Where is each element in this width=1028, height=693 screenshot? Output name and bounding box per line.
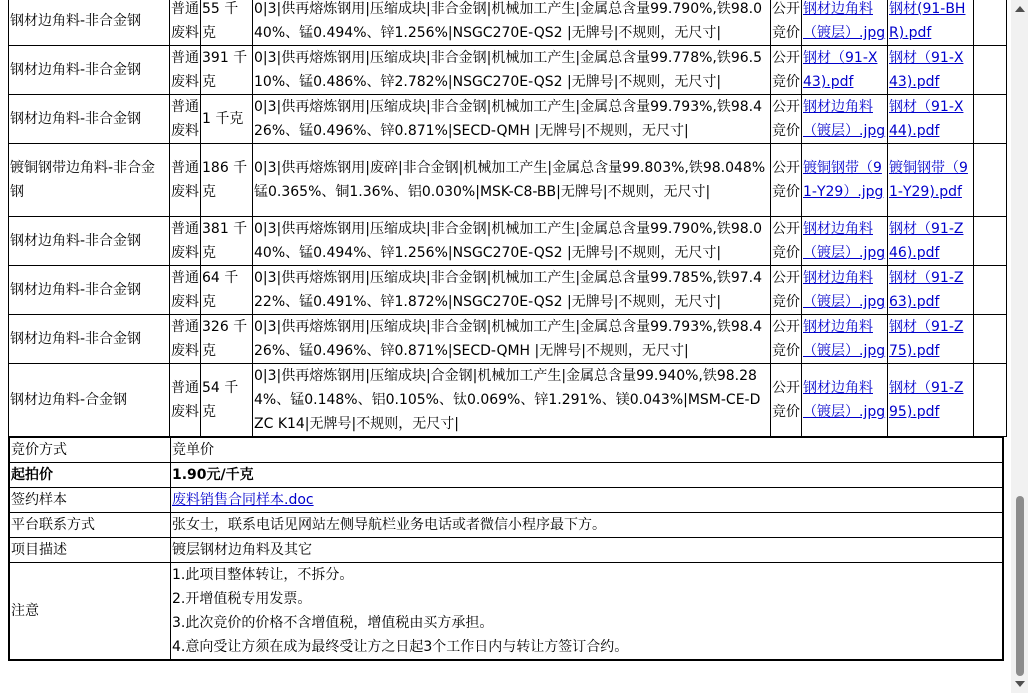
item-bid-method: 公开竞价 — [771, 364, 802, 437]
project-desc-label: 项目描述 — [9, 538, 171, 563]
item-pdf-file-link[interactable]: 钢材（91-Z75).pdf — [889, 319, 964, 359]
item-description: 0|3|供再熔炼钢用|压缩成块|合金钢|机械加工产生|金属总含量99.940%,铁98.284%、锰0.148%、铝0.105%、钛0.069%、锌1.291%、镁0.043%|MSM-CE-DZC K14|无牌号|不规则，无尺寸| — [253, 364, 771, 437]
item-description: 0|3|供再熔炼钢用|压缩成块|非合金钢|机械加工产生|金属总含量99.793%,铁98.426%、锰0.496%、锌0.871%|SECD-QMH |无牌号|不规则，无尺寸| — [253, 315, 771, 364]
item-empty-cell — [974, 266, 1007, 315]
table-row — [9, 144, 1007, 217]
item-image-file-link[interactable]: 钢材边角料（镀层）.jpg — [803, 99, 886, 139]
start-price-label: 起拍价 — [9, 463, 171, 488]
project-info-table — [8, 437, 1004, 661]
table-row — [9, 217, 1007, 266]
note-item: 4.意向受让方须在成为最终受让方之日起3个工作日内与转让方签订合约。 — [172, 639, 629, 655]
contract-row — [9, 488, 1003, 513]
item-name: 钢材边角料-合金钢 — [9, 364, 170, 437]
item-image-file-link[interactable]: 镀铜钢带（91-Y29）.jpg — [803, 160, 884, 200]
scrollbar-thumb[interactable] — [1016, 496, 1024, 676]
item-description: 0|3|供再熔炼钢用|压缩成块|非合金钢|机械加工产生|金属总含量99.793%,铁98.426%、锰0.496%、锌0.871%|SECD-QMH |无牌号|不规则，无尺寸| — [253, 95, 771, 144]
item-empty-cell — [974, 95, 1007, 144]
table-row — [9, 0, 1007, 46]
table-row — [9, 46, 1007, 95]
bid-method-label: 竞价方式 — [9, 438, 171, 463]
item-name: 钢材边角料-非合金钢 — [9, 0, 170, 46]
item-empty-cell — [974, 364, 1007, 437]
item-pdf-file-link[interactable]: 钢材（91-X44).pdf — [889, 99, 964, 139]
item-pdf-file-link[interactable]: 钢材（91-Z95).pdf — [889, 380, 964, 420]
item-empty-cell — [974, 144, 1007, 217]
item-type: 普通废料 — [170, 364, 201, 437]
item-quantity: 326 千克 — [201, 315, 253, 364]
item-image-file-link[interactable]: 钢材边角料（镀层）.jpg — [803, 380, 886, 420]
item-bid-method: 公开竞价 — [771, 217, 802, 266]
item-name: 钢材边角料-非合金钢 — [9, 95, 170, 144]
item-type: 普通废料 — [170, 144, 201, 217]
note-item: 2.开增值税专用发票。 — [172, 591, 312, 607]
start-price-row — [9, 463, 1003, 488]
item-description: 0|3|供再熔炼钢用|压缩成块|非合金钢|机械加工产生|金属总含量99.790%,铁98.040%、锰0.494%、锌1.256%|NSGC270E-QS2 |无牌号|不规则，无尺寸| — [253, 217, 771, 266]
item-type: 普通废料 — [170, 46, 201, 95]
scroll-down-arrow-icon[interactable] — [1015, 681, 1025, 687]
item-empty-cell — [974, 315, 1007, 364]
project-desc-row — [9, 538, 1003, 563]
item-type: 普通废料 — [170, 0, 201, 46]
item-name: 钢材边角料-非合金钢 — [9, 46, 170, 95]
item-quantity: 381 千克 — [201, 217, 253, 266]
item-description: 0|3|供再熔炼钢用|压缩成块|非合金钢|机械加工产生|金属总含量99.790%,铁98.040%、锰0.494%、锌1.256%|NSGC270E-QS2 |无牌号|不规则，无尺寸| — [253, 0, 771, 46]
item-name: 钢材边角料-非合金钢 — [9, 217, 170, 266]
contract-sample-link[interactable]: 废料销售合同样本.doc — [172, 492, 314, 508]
item-pdf-file-link[interactable]: 钢材（91-Z63).pdf — [889, 270, 964, 310]
item-type: 普通废料 — [170, 266, 201, 315]
item-type: 普通废料 — [170, 315, 201, 364]
item-name: 钢材边角料-非合金钢 — [9, 315, 170, 364]
item-image-file-link[interactable]: 钢材边角料（镀层）.jpg — [803, 319, 886, 359]
item-name: 钢材边角料-非合金钢 — [9, 266, 170, 315]
item-image-file-link[interactable]: 钢材边角料（镀层）.jpg — [803, 1, 886, 41]
table-row — [9, 266, 1007, 315]
item-empty-cell — [974, 0, 1007, 46]
vertical-scrollbar[interactable] — [1011, 0, 1028, 693]
item-image-file-link[interactable]: 钢材边角料（镀层）.jpg — [803, 270, 886, 310]
item-quantity: 391 千克 — [201, 46, 253, 95]
item-pdf-file-link[interactable]: 钢材(91-BHR).pdf — [889, 1, 966, 41]
item-bid-method: 公开竞价 — [771, 95, 802, 144]
item-quantity: 55 千克 — [201, 0, 253, 46]
item-bid-method: 公开竞价 — [771, 46, 802, 95]
start-price-value: 1.90元/千克 — [171, 463, 1004, 488]
bid-method-value: 竞单价 — [171, 438, 1004, 463]
item-bid-method: 公开竞价 — [771, 266, 802, 315]
item-description: 0|3|供再熔炼钢用|废碎|非合金钢|机械加工产生|金属总含量99.803%,铁98.048%锰0.365%、铜1.36%、铝0.030%|MSK-C8-BB|无牌号|不规则，无尺寸| — [253, 144, 771, 217]
notes-label: 注意 — [9, 563, 171, 661]
project-desc-value: 镀层钢材边角料及其它 — [171, 538, 1004, 563]
note-item: 3.此次竞价的价格不含增值税，增值税由买方承担。 — [172, 615, 494, 631]
note-item: 1.此项目整体转让，不拆分。 — [172, 567, 354, 583]
contact-value: 张女士，联系电话见网站左侧导航栏业务电话或者微信小程序最下方。 — [171, 513, 1004, 538]
item-description: 0|3|供再熔炼钢用|压缩成块|非合金钢|机械加工产生|金属总含量99.778%,铁96.510%、锰0.486%、锌2.782%|NSGC270E-QS2 |无牌号|不规则，无尺寸| — [253, 46, 771, 95]
item-description: 0|3|供再熔炼钢用|压缩成块|非合金钢|机械加工产生|金属总含量99.785%,铁97.422%、锰0.491%、锌1.872%|NSGC270E-QS2 |无牌号|不规则，无尺寸| — [253, 266, 771, 315]
item-pdf-file-link[interactable]: 钢材（91-X43).pdf — [889, 50, 964, 90]
item-type: 普通废料 — [170, 217, 201, 266]
item-name: 镀铜钢带边角料-非合金钢 — [9, 144, 170, 217]
item-quantity: 54 千克 — [201, 364, 253, 437]
item-quantity: 1 千克 — [201, 95, 253, 144]
table-row — [9, 95, 1007, 144]
item-empty-cell — [974, 217, 1007, 266]
item-image-file-link[interactable]: 钢材（91-X43).pdf — [803, 50, 878, 90]
item-bid-method: 公开竞价 — [771, 315, 802, 364]
item-image-file-link[interactable]: 钢材边角料（镀层）.jpg — [803, 221, 886, 261]
contract-label: 签约样本 — [9, 488, 171, 513]
item-empty-cell — [974, 46, 1007, 95]
item-pdf-file-link[interactable]: 钢材（91-Z46).pdf — [889, 221, 964, 261]
item-quantity: 64 千克 — [201, 266, 253, 315]
scroll-up-arrow-icon[interactable] — [1015, 6, 1025, 12]
table-row — [9, 364, 1007, 437]
item-bid-method: 公开竞价 — [771, 144, 802, 217]
bid-method-row — [9, 438, 1003, 463]
item-pdf-file-link[interactable]: 镀铜钢带（91-Y29).pdf — [889, 160, 968, 200]
lot-items-table — [8, 0, 1007, 437]
contact-label: 平台联系方式 — [9, 513, 171, 538]
notes-row — [9, 563, 1003, 661]
item-bid-method: 公开竞价 — [771, 0, 802, 46]
contact-row — [9, 513, 1003, 538]
item-quantity: 186 千克 — [201, 144, 253, 217]
table-row — [9, 315, 1007, 364]
item-type: 普通废料 — [170, 95, 201, 144]
